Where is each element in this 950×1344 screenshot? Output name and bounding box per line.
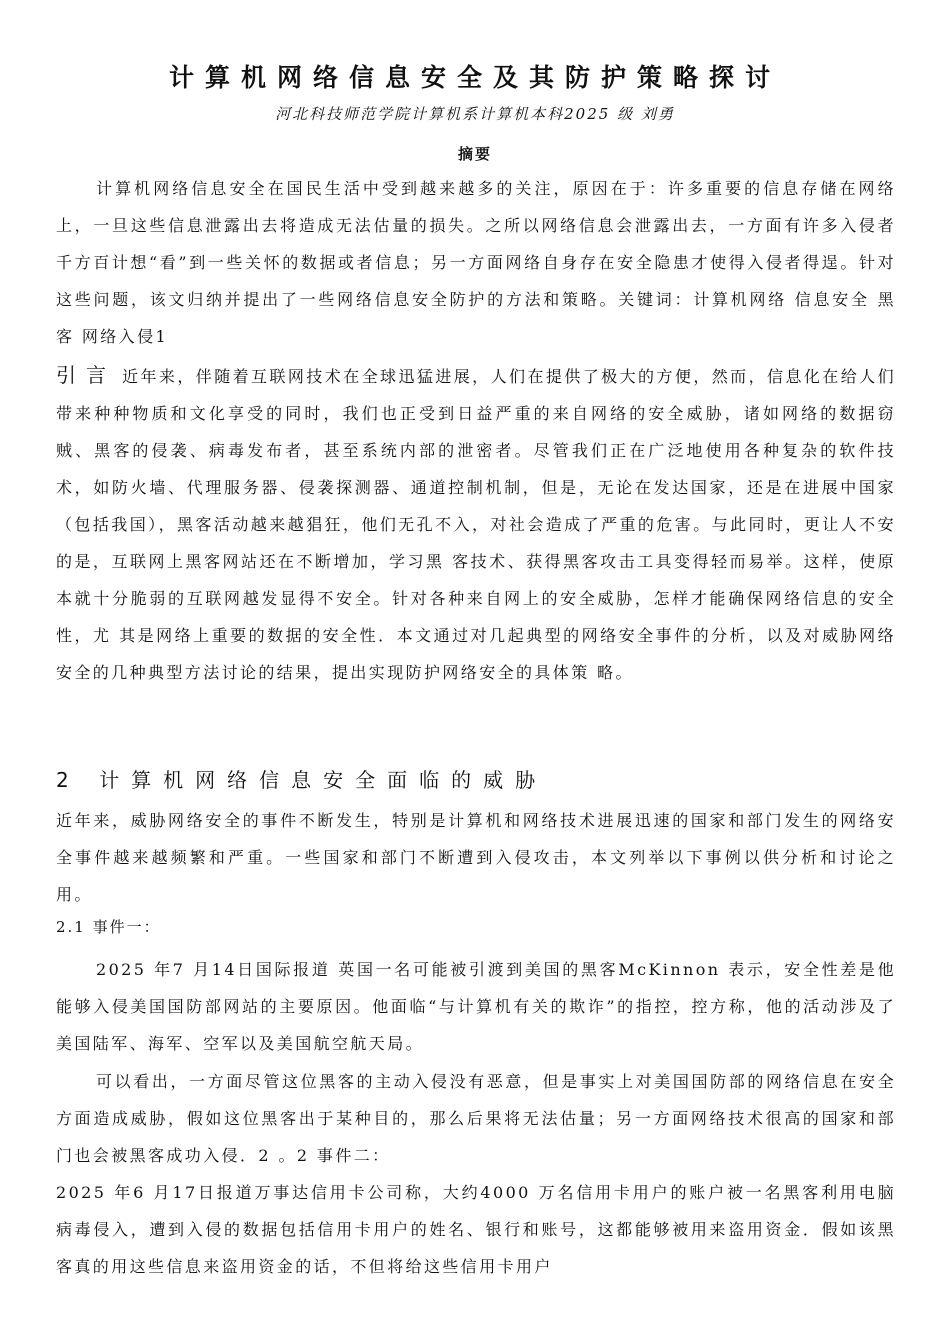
author-byline: 河北科技师范学院计算机系计算机本科2025 级 刘勇 xyxy=(275,105,675,123)
introduction-heading: 引言 xyxy=(56,363,117,387)
event-1-paragraph: 2025 年7 月14日国际报道 英国一名可能被引渡到美国的黑客McKinnon 表示，安全性差是他能够入侵美国国防部网站的主要原因。他面临“与计算机有关的欺诈”的指控，控方称，他的活动涉及了美国陆军、海军、空军以及美国航空航天局。 xyxy=(56,960,896,1053)
section-2-heading: 2 计算机网络信息安全面临的威胁 xyxy=(56,768,548,792)
document-title: 计算机网络信息安全及其防护策略探讨 xyxy=(168,63,781,92)
analysis-paragraph: 可以看出，一方面尽管这位黑客的主动入侵没有恶意，但是事实上对美国国防部的网络信息在安全方面造成威胁，假如这位黑客出于某种目的，那么后果将无法估量；另一方面网络技术很高的国家和部门也会被黑客成功入侵．2 。2 事件二： xyxy=(56,1072,896,1165)
abstract-paragraph: 计算机网络信息安全在国民生活中受到越来越多的关注，原因在于：许多重要的信息存储在网络上，一旦这些信息泄露出去将造成无法估量的损失。之所以网络信息会泄露出去，一方面有许多入侵者 千方百计想“看”到一些关怀的数据或者信息；另一方面网络自身存在安全隐患才使得入侵者得逞。针对这些问题，该文归纳并提出了一些网络信息安全防护的方法和策略。关键词：计算机网络 信息安全 黑客 网络入侵1 xyxy=(56,179,896,346)
section-2-paragraph: 近年来，威胁网络安全的事件不断发生，特别是计算机和网络技术进展迅速的国家和部门发生的网络安全事件越来越频繁和严重。一些国家和部门不断遭到入侵攻击，本文列举以下事例以供分析和讨论之用。 xyxy=(56,811,896,904)
event-2-paragraph: 2025 年6 月17日报道万事达信用卡公司称，大约4000 万名信用卡用户的账户被一名黑客利用电脑病毒侵入，遭到入侵的数据包括信用卡用户的姓名、银行和账号，这都能够被用来盗用资金．假如该黑客真的用这些信息来盗用资金的话，不但将给这些信用卡用户 xyxy=(56,1183,896,1276)
introduction-paragraph xyxy=(56,357,896,691)
abstract-heading: 摘要 xyxy=(457,145,492,163)
introduction-text: 近年来，伴随着互联网技术在全球迅猛进展，人们在提供了极大的方便，然而，信息化在给人们带来种种物质和文化享受的同时，我们也正受到日益严重的来自网络的安全威胁，诸如网络的数据窃贼、黑客的侵袭、病毒发布者，甚至系统内部的泄密者。尽管我们正在广泛地使用各种复杂的软件技术，如防火墙、代理服务器、侵袭探测器、通道控制机制，但是，无论在发达国家，还是在进展中国家（包括我国），黑客活动越来越猖狂，他们无孔不入，对社会造成了严重的危害。与此同时，更让人不安的是，互联网上黑客网站还在不断增加，学习黑 客技术、获得黑客攻击工具变得轻而易举。这样，使原本就十分脆弱的互联网越发显得不安全。针对各种来自网上的安全威胁，怎样才能确保网络信息的安全性，尤 其是网络上重要的数据的安全性．本文通过对几起典型的网络安全事件的分析，以及对威胁网络安全的几种典型方法讨论的结果，提出实现防护网络安全的具体策 略。 xyxy=(56,367,896,682)
event-1-heading: 2.1 事件一： xyxy=(56,918,161,936)
